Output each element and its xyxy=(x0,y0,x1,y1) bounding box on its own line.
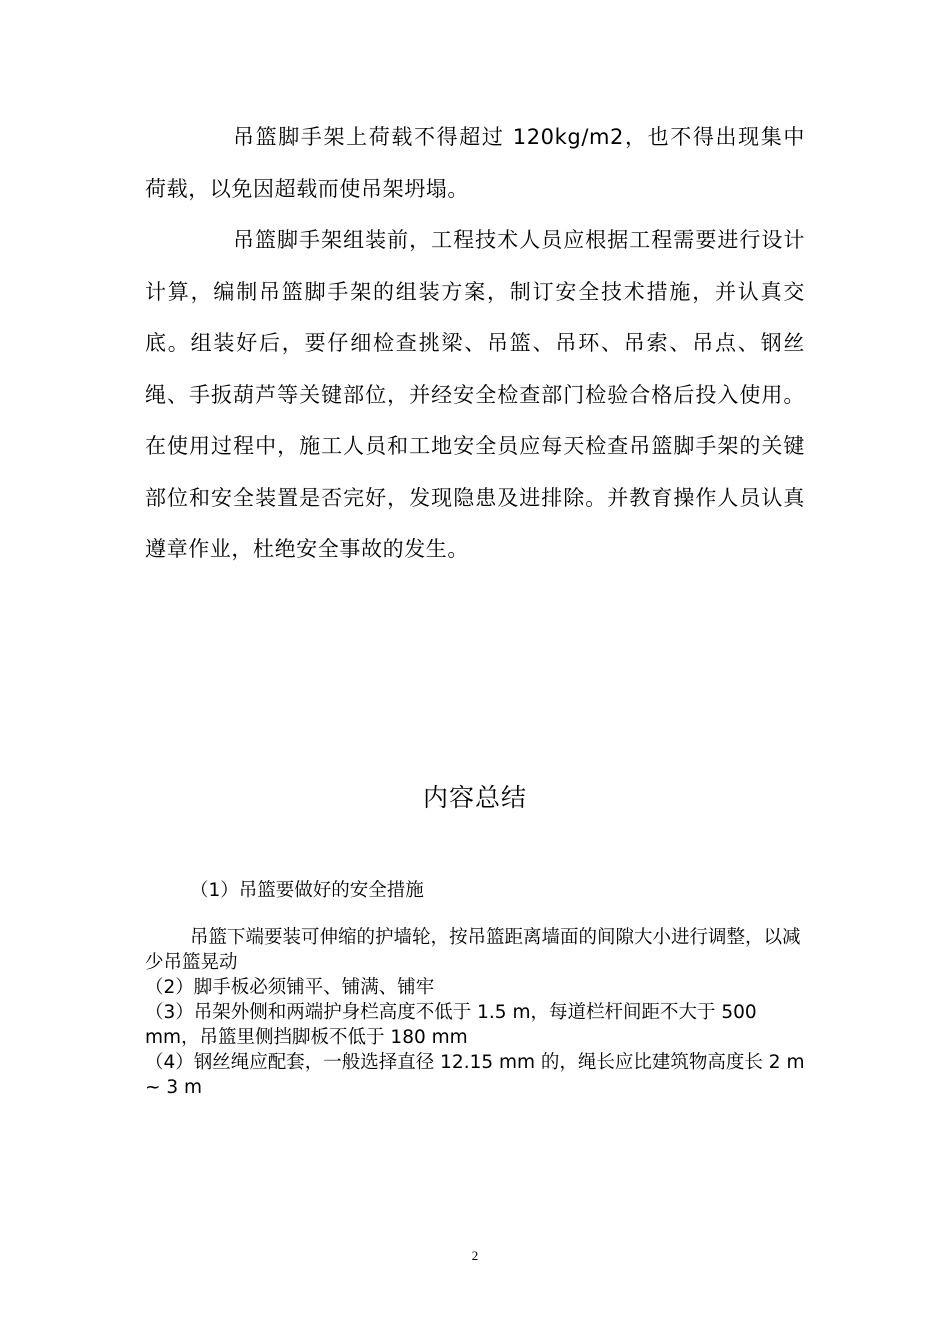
summary-section xyxy=(145,878,805,1100)
summary-lead: 吊篮下端要装可伸缩的护墙轮，按吊篮距离墙面的间隙大小进行调整，以减少吊篮晃动 xyxy=(145,927,801,973)
summary-item: （2）脚手板必须铺平、铺满、铺牢 xyxy=(145,977,435,998)
summary-item: （4）钢丝绳应配套，一般选择直径 12.15 mm 的，绳长应比建筑物高度长 2 m ~ 3 m xyxy=(145,1052,805,1098)
summary-heading: （1）吊篮要做好的安全措施 xyxy=(190,880,424,901)
summary-title: 内容总结 xyxy=(422,783,527,812)
page-number: 2 xyxy=(471,1248,479,1263)
summary-item: （3）吊架外侧和两端护身栏高度不低于 1.5 m，每道栏杆间距不大于 500 mm，吊篮里侧挡脚板不低于 180 mm xyxy=(145,1002,757,1048)
paragraph-load-limit: 吊篮脚手架上荷载不得超过 120kg/m2，也不得出现集中荷载，以免因超载而使吊架坍塌。 xyxy=(145,125,805,201)
body-text xyxy=(145,112,805,576)
paragraph-assembly: 吊篮脚手架组装前，工程技术人员应根据工程需要进行设计计算，编制吊篮脚手架的组装方案，制订安全技术措施，并认真交底。组装好后，要仔细检查挑梁、吊篮、吊环、吊索、吊点、钢丝绳、手扳葫芦等关键部位，并经安全检查部门检验合格后投入使用。在使用过程中，施工人员和工地安全员应每天检查吊篮脚手架的关键部位和安全装置是否完好，发现隐患及进排除。并教育操作人员认真遵章作业，杜绝安全事故的发生。 xyxy=(145,228,805,561)
